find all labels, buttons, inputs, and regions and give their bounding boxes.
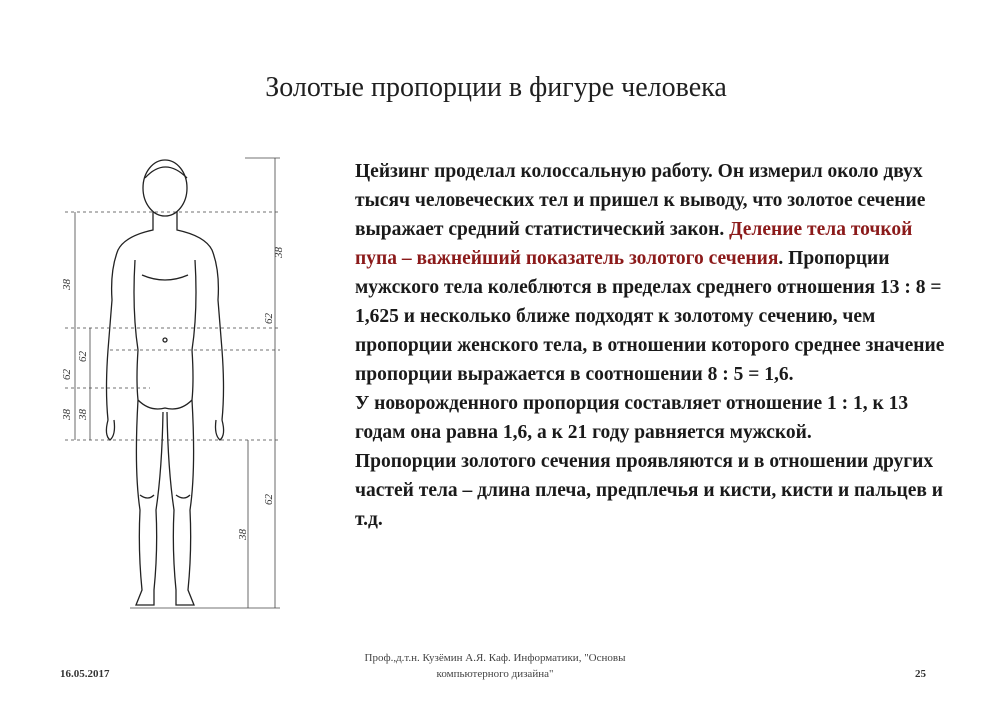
label-left-mid-outer: 62 <box>61 369 73 380</box>
label-left-lower-outer: 38 <box>61 409 73 420</box>
paragraph-newborn: У новорожденного пропорция составляет отношение 1 : 1, к 13 годам она равна 1,6, а к 21 году равняется мужской. <box>355 393 909 443</box>
paragraph-zeising <box>355 157 945 389</box>
human-figure-outline <box>106 160 223 605</box>
paragraph-zeising-before: Цейзинг проделал колоссальную работу. Он измерил около двух тысяч человеческих тел и пришел к выводу, что золотое сечение выражает средний статистический закон. <box>355 161 926 240</box>
label-right-outer-top: 38 <box>273 247 285 258</box>
footer-page-number: 25 <box>915 668 926 680</box>
human-figure-diagram <box>50 150 300 620</box>
label-right-inner-lower: 38 <box>237 529 249 540</box>
paragraph-other-parts: Пропорции золотого сечения проявляются и в отношении других частей тела – длина плеча, предплечья и кисти, кисти и пальцев и т.д. <box>355 451 943 530</box>
label-right-inner-upper: 62 <box>263 494 275 505</box>
footer-date: 16.05.2017 <box>60 668 110 680</box>
dimension-labels <box>61 247 285 542</box>
footer-author: Проф.,д.т.н. Кузёмин А.Я. Каф. Информатики, "Основы компьютерного дизайна" <box>364 652 626 680</box>
slide-title: Золотые пропорции в фигуре человека <box>265 72 727 103</box>
human-figure-svg <box>50 150 300 620</box>
label-left-mid-inner: 62 <box>77 351 89 362</box>
slide-body-text <box>355 157 945 534</box>
label-right-outer-bottom: 62 <box>263 313 275 324</box>
paragraph-zeising-emphasis: Деление тела точкой пупа – важнейший показатель золотого сечения <box>355 219 913 269</box>
label-left-upper: 38 <box>61 279 73 290</box>
paragraph-zeising-after: . Пропорции мужского тела колеблются в пределах среднего отношения 13 : 8 = 1,625 и несколько ближе подходят к золотому сечению, чем пропорции женского тела, в отношении которого среднее значение пропорции выражается в соотношении 8 : 5 = 1,6. <box>355 248 945 385</box>
label-left-lower-inner: 38 <box>77 409 89 420</box>
